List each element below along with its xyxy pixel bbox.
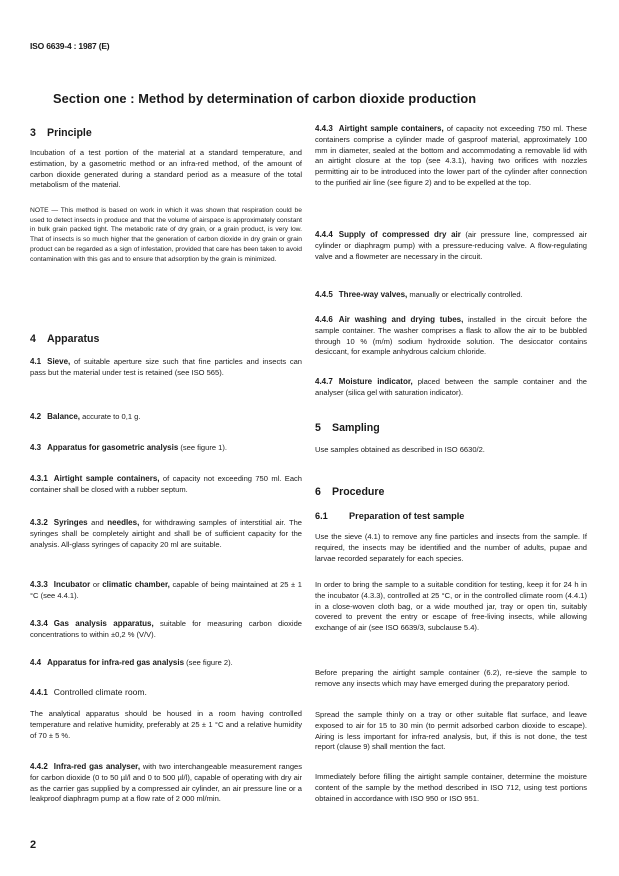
clause-text: (see figure 1). (178, 443, 227, 452)
sampling-text: Use samples obtained as described in ISO 6630/2. (315, 445, 485, 454)
clause-number: 4.4.1 (30, 688, 48, 697)
clause-4-4-1-text: The analytical apparatus should be housed in a room having controlled temperature and relative humidity, preferably at 25 ± 1 °C and a relative humidity of 70 ± 5 %. (30, 709, 302, 740)
clause-text: manually or electrically controlled. (407, 290, 523, 299)
clause-term: Moisture indicator, (338, 377, 413, 386)
clause-number: 4.1 (30, 357, 42, 366)
clause-number: 4.2 (30, 412, 42, 421)
clause-number: 4.3 (30, 443, 42, 452)
clause-number: 4.4.3 (315, 124, 333, 133)
clause-text: accurate to 0,1 g. (80, 412, 141, 421)
heading-apparatus (30, 333, 99, 345)
heading-number: 4 (30, 333, 36, 345)
heading-number: 6 (315, 486, 321, 498)
heading-number: 6.1 (315, 511, 328, 521)
clause-4-4-6 (315, 315, 587, 358)
clause-number: 4.3.3 (30, 580, 48, 589)
clause-number: 4.3.1 (30, 474, 48, 483)
clause-4-3-2 (30, 518, 302, 550)
clause-number: 4.4.4 (315, 230, 333, 239)
heading-6-1 (315, 511, 464, 521)
clause-number: 4.4.2 (30, 762, 48, 771)
heading-title: Procedure (332, 486, 385, 498)
heading-title: Apparatus (47, 333, 100, 345)
clause-term: Supply of compressed dry air (338, 230, 461, 239)
page-number: 2 (30, 839, 37, 851)
clause-4-4-5 (315, 290, 587, 301)
procedure-paragraph-5: Immediately before filling the airtight sample container, determine the moisture content of the sample by the method described in ISO 712, using test portions obtained in accordance with ISO 950 or ISO 951. (315, 772, 587, 803)
heading-principle (30, 127, 92, 139)
clause-4-4-4 (315, 230, 587, 262)
clause-text: of capacity not exceeding 750 ml. These containers comprise a cylinder made of gasproof material, approximately 100 mm in diameter, sealed at the bottom and accommodating a removable lid with an airtight closure at the top (see 4.3.1), having two orifices with nozzles permitting air to be introduced into the lower part of the cylinder after connection to the purified air line (see figure 2) and to be expelled at the top. (315, 124, 587, 187)
heading-number: 3 (30, 127, 36, 139)
clause-term: Three-way valves, (338, 290, 408, 299)
heading-title: Preparation of test sample (349, 511, 465, 521)
clause-term: Airtight sample containers, (338, 124, 444, 133)
heading-sampling (315, 422, 380, 434)
clause-text: of suitable aperture size such that fine particles and insects can pass but the material under test is retained (see ISO 565). (30, 357, 302, 377)
clause-term: Airtight sample containers, (53, 474, 160, 483)
clause-term: Balance, (47, 412, 81, 421)
clause-term: Infra-red gas analyser, (53, 762, 141, 771)
clause-number: 4.4.5 (315, 290, 333, 299)
clause-text: placed between the sample container and the analyser (silica gel with saturation indicator). (315, 377, 588, 397)
clause-4-4-2 (30, 762, 302, 805)
clause-number: 4.3.2 (30, 518, 48, 527)
clause-term: Air washing and drying tubes, (338, 315, 464, 324)
clause-term: Gas analysis apparatus, (53, 619, 154, 628)
document-header: ISO 6639-4 : 1987 (E) (30, 41, 110, 51)
clause-number: 4.3.4 (30, 619, 48, 628)
section-title: Section one : Method by determination of carbon dioxide production (53, 91, 477, 106)
procedure-paragraph-1: Use the sieve (4.1) to remove any fine particles and insects from the sample. If required, the insects may be identified and the number of adults, pupae and larvae recorded separately for each species. (315, 532, 587, 563)
clause-4-2 (30, 412, 302, 423)
principle-note: NOTE — This method is based on work in which it was shown that respiration could be used to detect insects in produce and that the volume of airspace is approximately constant in bulk grain packed tight. The metabolic rate of dry grain, or a grain product, is very low. That of insects is so much higher that the generation of carbon dioxide in dry grain or grain product can be regarded as a sign of infestation, provided that care has been taken to avoid contamination with this gas and to ensure that adsorption by the grain is minimized. (30, 207, 302, 263)
procedure-paragraph-3: Before preparing the airtight sample container (6.2), re-sieve the sample to remove any insects which may have emerged during the preparatory period. (315, 668, 587, 688)
clause-text: of capacity not exceeding 750 ml. Each container shall be closed with a rubber septum. (30, 474, 302, 494)
clause-text: capable of being maintained at 25 ± 1 °C (see 4.4.1). (30, 580, 302, 600)
clause-4-4-1-heading (30, 687, 302, 699)
clause-term: climatic chamber, (102, 580, 170, 589)
clause-text: for withdrawing samples of interstitial air. The syringes shall be completely airtight and shall be of sufficient capacity for the analysis. All-glass syringes of capacity 20 ml are suitable. (30, 518, 302, 549)
clause-number: 4.4.6 (315, 315, 333, 324)
heading-number: 5 (315, 422, 321, 434)
clause-4-3 (30, 443, 302, 454)
clause-title: Controlled climate room. (53, 687, 147, 697)
clause-4-4-3 (315, 124, 587, 189)
clause-term: Apparatus for infra-red gas analysis (47, 658, 185, 667)
clause-4-3-3 (30, 580, 302, 602)
clause-4-4-7 (315, 377, 587, 399)
procedure-paragraph-2: In order to bring the sample to a suitable condition for testing, keep it for 24 h in the incubator (4.3.3), controlled at 25 °C, or in the controlled climate room (4.4.1) in a close-woven cloth bag, or a wide mouthed jar, tray or open tin, suitably covered to prevent the entry or escape of free-living insects, while allowing exchange of air (see ISO 6639/3, subclause 5.4). (315, 580, 587, 633)
clause-text: (see figure 2). (184, 658, 233, 667)
principle-text: Incubation of a test portion of the material at a standard temperature, and estimation, by a gasometric method or an infra-red method, of the amount of carbon dioxide generated during a standard period as a measure of the total metabolism of the material. (30, 148, 302, 190)
clause-number: 4.4 (30, 658, 42, 667)
heading-title: Principle (47, 127, 92, 139)
clause-4-4 (30, 658, 302, 669)
clause-term: needles, (107, 518, 140, 527)
heading-procedure (315, 486, 384, 498)
procedure-paragraph-4: Spread the sample thinly on a tray or other suitable flat surface, and leave exposed to air for 15 to 30 min (to permit adsorbed carbon dioxide to escape). Airing is less important for infra-red analysis, but, if this is not done, the test report (clause 9) shall mention the fact. (315, 710, 587, 752)
clause-4-3-1 (30, 474, 302, 496)
clause-term: Incubator (53, 580, 91, 589)
clause-text: or (90, 580, 103, 589)
clause-term: Sieve, (47, 357, 71, 366)
clause-4-1 (30, 357, 302, 379)
clause-term: Apparatus for gasometric analysis (47, 443, 179, 452)
clause-text: and (87, 518, 108, 527)
clause-term: Syringes (53, 518, 88, 527)
clause-text: with two interchangeable measurement ranges for carbon dioxide (0 to 50 µl/l and 0 to 500 µl/l), capable of operating with dry air as the carrier gas supplied by a compressed air cylinder, an air pressure line or a leakproof diaphragm pump at a flow rate of 2 000 ml/min. (30, 762, 302, 804)
clause-text: suitable for measuring carbon dioxide concentrations to within ±0,2 % (V/V). (30, 619, 302, 639)
clause-number: 4.4.7 (315, 377, 333, 386)
clause-text: (air pressure line, compressed air cylinder or diaphragm pump) with a pressure-reducing valve. A flow-regulating valve and a flowmeter are necessary in the circuit. (315, 230, 587, 261)
heading-title: Sampling (332, 422, 380, 434)
clause-4-3-4 (30, 619, 302, 641)
clause-text: installed in the circuit before the sample container. The washer comprises a flask to allow the air to be bubbled through 10 % (m/m) sodium hydroxide solution. The desiccator contains desiccant, for example anhydrous calcium chloride. (315, 315, 588, 357)
